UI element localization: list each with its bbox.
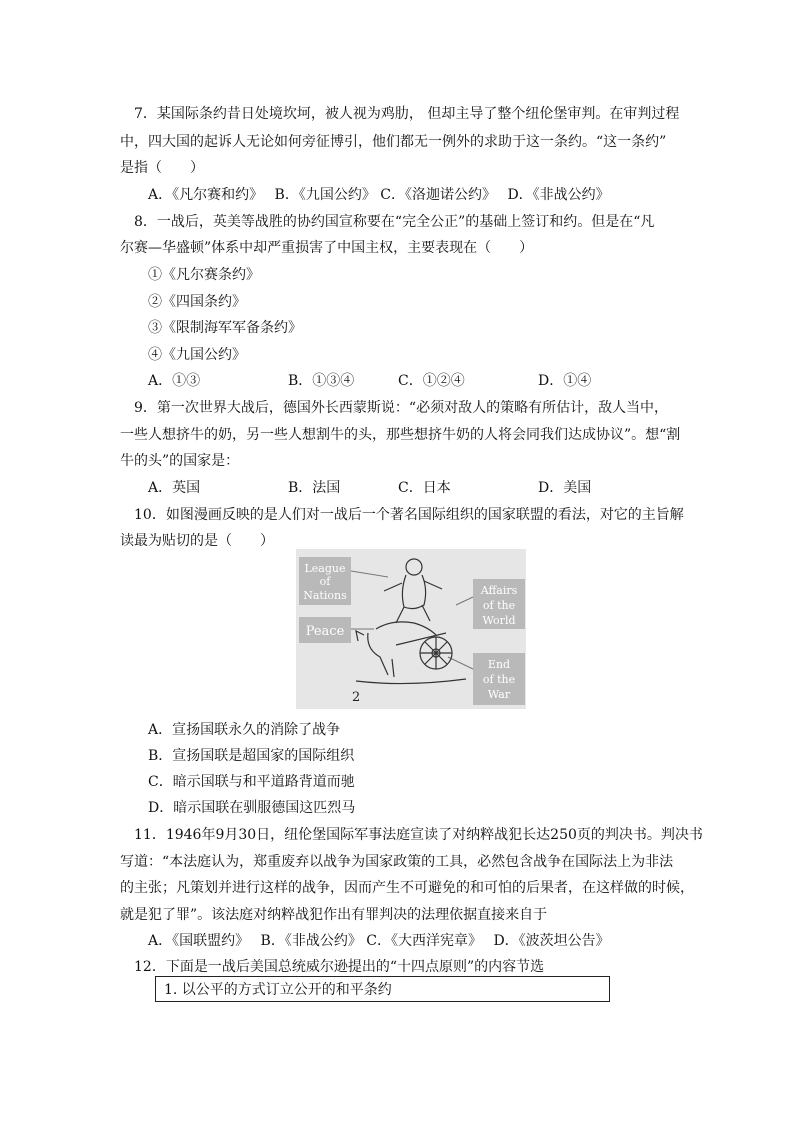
q9-stem-line1: 9．第一次世界大战后，德国外长西蒙斯说：“必须对敌人的策略有所估计，敌人当中， xyxy=(134,400,669,416)
q10-stem-line2: 读最为贴切的是（ ） xyxy=(120,533,274,549)
q10-option-d: D．暗示国联在驯服德国这匹烈马 xyxy=(148,800,356,816)
cartoon-label-nations: Nations xyxy=(303,589,347,602)
cartoon-label-world: World xyxy=(482,614,516,627)
q11-stem-line1: 11．1946年9月30日，纽伦堡国际军事法庭宣读了对纳粹战犯长达250页的判决书。判决书 xyxy=(134,827,703,843)
q7-stem-line1: 7．某国际条约昔日处境坎坷，被人视为鸡肋， 但却主导了整个纽伦堡审判。在审判过程 xyxy=(134,106,680,122)
q8-stem-line1: 8．一战后，英美等战胜的协约国宣称要在“完全公正”的基础上签订和约。但是在“凡 xyxy=(134,214,655,230)
q8-item-2: ②《四国条约》 xyxy=(148,294,246,310)
q7-stem-line3: 是指（ ） xyxy=(120,160,204,176)
q9-option-d: D．美国 xyxy=(538,480,592,496)
q9-option-b: B．法国 xyxy=(288,480,341,496)
q7-options: A．《凡尔赛和约》 B．《九国公约》 C．《洛迦诺公约》 D．《非战公约》 xyxy=(148,187,610,203)
q9-stem-line3: 牛的头”的国家是： xyxy=(120,453,240,469)
q8-item-4: ④《九国公约》 xyxy=(148,347,246,363)
cartoon-label-peace: Peace xyxy=(305,624,345,639)
cartoon-label-of: of xyxy=(319,575,331,588)
cartoon-label-affairs: Affairs xyxy=(480,584,518,597)
q8-stem-line2: 尔赛—华盛顿”体系中却严重损害了中国主权，主要表现在（ ） xyxy=(120,240,534,256)
q11-stem-line4: 就是犯了罪”。该法庭对纳粹战犯作出有罪判决的法理依据直接来自于 xyxy=(120,907,548,923)
q10-option-c: C．暗示国联与和平道路背道而驰 xyxy=(148,774,355,790)
cartoon-label-league: League xyxy=(304,562,346,575)
q8-option-b: B．①③④ xyxy=(288,373,355,389)
q8-option-a: A．①③ xyxy=(148,373,201,389)
q10-option-a: A．宣扬国联永久的消除了战争 xyxy=(148,722,341,738)
q8-item-3: ③《限制海军军备条约》 xyxy=(148,320,302,336)
q12-box-text: 1. 以公平的方式订立公开的和平条约 xyxy=(164,982,392,998)
q7-stem-line2: 中，四大国的起诉人无论如何旁征博引，他们都无一例外的求助于这一条约。“这一条约” xyxy=(120,134,667,150)
q11-stem-line2: 写道：“本法庭认为，郑重废弃以战争为国家政策的工具，必然包含战争在国际法上为非法 xyxy=(120,854,674,870)
q12-material-box xyxy=(155,976,610,1002)
q9-option-a: A．英国 xyxy=(148,480,201,496)
cartoon-label-of-the-2: of the xyxy=(482,673,516,686)
q9-stem-line2: 一些人想挤牛的奶，另一些人想割牛的头，那些想挤牛奶的人将会同我们达成协议”。想“割 xyxy=(120,427,681,443)
q10-option-b: B．宣扬国联是超国家的国际组织 xyxy=(148,748,355,764)
cartoon-number: 2 xyxy=(352,690,361,705)
q8-option-c: C．①②④ xyxy=(398,373,465,389)
q12-stem-line1: 12．下面是一战后美国总统威尔逊提出的“十四点原则”的内容节选 xyxy=(134,959,545,975)
q8-option-d: D．①④ xyxy=(538,373,592,389)
q10-stem-line1: 10．如图漫画反映的是人们对一战后一个著名国际组织的国家联盟的看法，对它的主旨解 xyxy=(134,507,684,523)
q11-stem-line3: 的主张；凡策划并进行这样的战争，因而产生不可避免的和可怕的后果者，在这样做的时候， xyxy=(120,880,694,896)
league-of-nations-cartoon xyxy=(296,549,526,709)
q8-item-1: ①《凡尔赛条约》 xyxy=(148,267,260,283)
cartoon-label-war: War xyxy=(487,688,511,701)
q9-option-c: C．日本 xyxy=(398,480,451,496)
cartoon-label-end: End xyxy=(487,658,511,671)
cartoon-label-of-the: of the xyxy=(482,599,516,612)
q11-options: A．《国联盟约》 B．《非战公约》 C．《大西洋宪章》 D．《波茨坦公告》 xyxy=(148,933,610,949)
